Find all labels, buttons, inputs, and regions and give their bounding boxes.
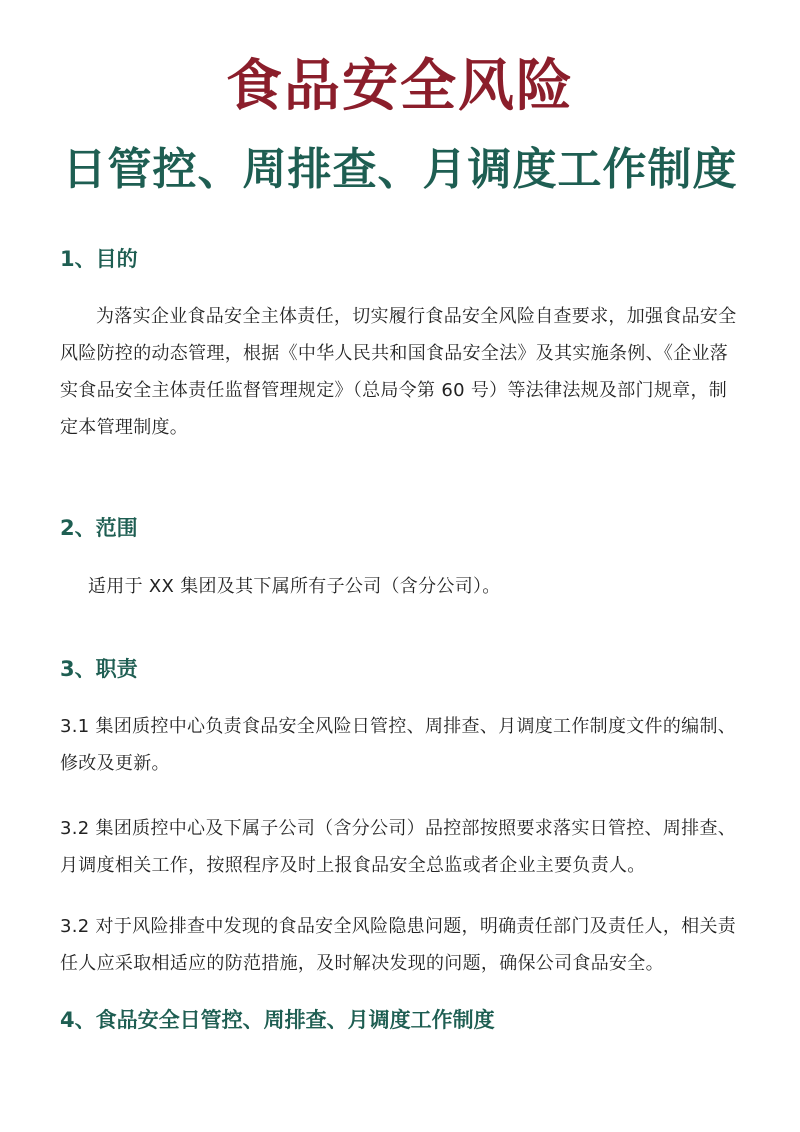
duty-item-3-3: 3.2 对于风险排查中发现的食品安全风险隐患问题，明确责任部门及责任人，相关责任人应采取相适应的防范措施，及时解决发现的问题，确保公司食品安全。 (60, 916, 737, 974)
duty-item-3-2: 3.2 集团质控中心及下属子公司（含分公司）品控部按照要求落实日管控、周排查、月调度相关工作，按照程序及时上报食品安全总监或者企业主要负责人。 (60, 818, 737, 876)
scope-paragraph: 适用于 XX 集团及其下属所有子公司（含分公司）。 (88, 576, 501, 597)
purpose-paragraph: 为落实企业食品安全主体责任，切实履行食品安全风险自查要求，加强食品安全风险防控的动态管理，根据《中华人民共和国食品安全法》及其实施条例、《企业落实食品安全主体责任监督管理规定》（总局令第 60 号）等法律法规及部门规章，制定本管理制度。 (60, 306, 737, 438)
section-heading-system: 4、食品安全日管控、周排查、月调度工作制度 (60, 1008, 495, 1032)
section-heading-scope: 2、范围 (60, 516, 138, 540)
section-heading-duties: 3、职责 (60, 657, 138, 681)
duty-item-3-1: 3.1 集团质控中心负责食品安全风险日管控、周排查、月调度工作制度文件的编制、修改及更新。 (60, 716, 737, 774)
document-subtitle: 日管控、周排查、月调度工作制度 (62, 144, 738, 195)
document-title: 食品安全风险 (226, 54, 574, 119)
section-heading-purpose: 1、目的 (60, 247, 138, 271)
